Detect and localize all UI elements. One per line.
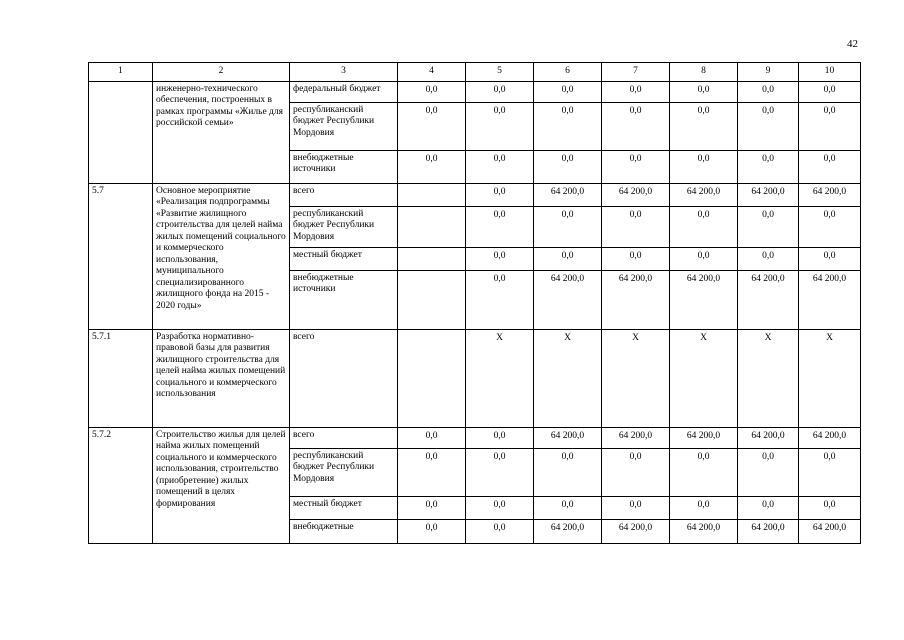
amount-cell [398, 270, 466, 329]
funding-source: республиканский бюджет Республики Мордовия [290, 206, 398, 247]
amount-cell: X [602, 329, 670, 427]
amount-cell: 64 200,0 [738, 519, 799, 543]
amount-cell: 64 200,0 [799, 427, 861, 448]
header-cell: 9 [738, 63, 799, 82]
amount-cell: 0,0 [799, 206, 861, 247]
amount-cell: 0,0 [799, 102, 861, 150]
amount-cell: 64 200,0 [670, 183, 738, 206]
amount-cell: 64 200,0 [738, 270, 799, 329]
amount-cell: 0,0 [534, 206, 602, 247]
amount-cell: 0,0 [799, 496, 861, 519]
amount-cell: 0,0 [398, 150, 466, 183]
amount-cell: 0,0 [602, 247, 670, 270]
item-name: Строительство жилья для целей найма жилых помещений социального и коммерческого использования, строительство (приобретение) жилых помещений в целях формирования [153, 427, 290, 543]
table-row [89, 427, 861, 448]
amount-cell: 0,0 [466, 102, 534, 150]
amount-cell: 0,0 [738, 496, 799, 519]
item-name: Основное мероприятие «Реализация подпрограммы «Развитие жилищного строительства для целей найма жилых помещений социального и коммерческого использования, муниципального специализированного жилищного фонда на 2015 - 2020 годы» [153, 183, 290, 329]
funding-source: внебюджетные [290, 519, 398, 543]
amount-cell: 0,0 [466, 519, 534, 543]
amount-cell [398, 329, 466, 427]
amount-cell: 0,0 [398, 81, 466, 102]
amount-cell: 0,0 [670, 206, 738, 247]
amount-cell: 0,0 [534, 247, 602, 270]
amount-cell: 0,0 [799, 150, 861, 183]
header-cell: 1 [89, 63, 153, 82]
amount-cell: 64 200,0 [534, 270, 602, 329]
amount-cell: 0,0 [398, 519, 466, 543]
amount-cell: 0,0 [466, 81, 534, 102]
amount-cell: 0,0 [534, 496, 602, 519]
amount-cell: 0,0 [534, 81, 602, 102]
table-row [89, 183, 861, 206]
amount-cell: 0,0 [799, 81, 861, 102]
table-row [89, 329, 861, 427]
funding-source: всего [290, 427, 398, 448]
amount-cell [398, 247, 466, 270]
item-code [89, 81, 153, 183]
item-name: Разработка нормативно-правовой базы для развития жилищного строительства для целей найма жилых помещений социального и коммерческого использования [153, 329, 290, 427]
funding-source: республиканский бюджет Республики Мордовия [290, 102, 398, 150]
amount-cell: 0,0 [670, 448, 738, 496]
amount-cell: 0,0 [670, 496, 738, 519]
amount-cell: 0,0 [670, 102, 738, 150]
amount-cell: 0,0 [602, 206, 670, 247]
header-cell: 2 [153, 63, 290, 82]
item-name: инженерно-технического обеспечения, построенных в рамках программы «Жилье для российской семьи» [153, 81, 290, 183]
amount-cell: 64 200,0 [534, 427, 602, 448]
amount-cell: 0,0 [738, 150, 799, 183]
amount-cell: 0,0 [466, 496, 534, 519]
amount-cell: 0,0 [466, 427, 534, 448]
amount-cell: 0,0 [466, 247, 534, 270]
amount-cell [398, 206, 466, 247]
amount-cell: 0,0 [534, 150, 602, 183]
amount-cell: 0,0 [602, 150, 670, 183]
header-cell: 4 [398, 63, 466, 82]
header-cell: 10 [799, 63, 861, 82]
amount-cell: 0,0 [670, 247, 738, 270]
header-cell: 7 [602, 63, 670, 82]
amount-cell: 64 200,0 [738, 427, 799, 448]
amount-cell: 0,0 [534, 102, 602, 150]
amount-cell: 0,0 [466, 206, 534, 247]
amount-cell: 0,0 [466, 270, 534, 329]
amount-cell: 64 200,0 [799, 519, 861, 543]
amount-cell: X [799, 329, 861, 427]
amount-cell: 0,0 [799, 448, 861, 496]
amount-cell: 0,0 [602, 102, 670, 150]
amount-cell: 64 200,0 [738, 183, 799, 206]
amount-cell: 0,0 [738, 206, 799, 247]
amount-cell: 0,0 [466, 150, 534, 183]
amount-cell: 0,0 [738, 448, 799, 496]
amount-cell: 0,0 [670, 81, 738, 102]
header-row [89, 63, 861, 82]
funding-source: всего [290, 329, 398, 427]
amount-cell [398, 183, 466, 206]
page-number: 42 [847, 38, 858, 50]
amount-cell: 0,0 [670, 150, 738, 183]
amount-cell: 64 200,0 [602, 519, 670, 543]
amount-cell: X [670, 329, 738, 427]
amount-cell: 64 200,0 [602, 183, 670, 206]
amount-cell: 0,0 [738, 81, 799, 102]
funding-source: местный бюджет [290, 496, 398, 519]
header-cell: 3 [290, 63, 398, 82]
amount-cell: 0,0 [799, 247, 861, 270]
item-code: 5.7.1 [89, 329, 153, 427]
funding-source: внебюджетные источники [290, 270, 398, 329]
funding-source: местный бюджет [290, 247, 398, 270]
amount-cell: 0,0 [602, 448, 670, 496]
header-cell: 8 [670, 63, 738, 82]
funding-source: внебюджетные источники [290, 150, 398, 183]
amount-cell: 64 200,0 [670, 427, 738, 448]
amount-cell: 0,0 [466, 448, 534, 496]
amount-cell: 64 200,0 [534, 519, 602, 543]
amount-cell: 0,0 [398, 427, 466, 448]
funding-source: федеральный бюджет [290, 81, 398, 102]
amount-cell: 64 200,0 [670, 270, 738, 329]
funding-source: республиканский бюджет Республики Мордовия [290, 448, 398, 496]
header-cell: 5 [466, 63, 534, 82]
item-code: 5.7.2 [89, 427, 153, 543]
amount-cell: X [534, 329, 602, 427]
amount-cell: 64 200,0 [534, 183, 602, 206]
amount-cell: 64 200,0 [602, 270, 670, 329]
item-code: 5.7 [89, 183, 153, 329]
amount-cell: 0,0 [602, 496, 670, 519]
amount-cell: X [466, 329, 534, 427]
amount-cell: 0,0 [398, 448, 466, 496]
funding-source: всего [290, 183, 398, 206]
amount-cell: 0,0 [398, 102, 466, 150]
amount-cell: 0,0 [398, 496, 466, 519]
budget-table [88, 62, 861, 544]
header-cell: 6 [534, 63, 602, 82]
amount-cell: 64 200,0 [799, 270, 861, 329]
amount-cell: 0,0 [466, 183, 534, 206]
amount-cell: 0,0 [738, 102, 799, 150]
amount-cell: X [738, 329, 799, 427]
amount-cell: 0,0 [602, 81, 670, 102]
amount-cell: 64 200,0 [670, 519, 738, 543]
amount-cell: 64 200,0 [602, 427, 670, 448]
amount-cell: 0,0 [534, 448, 602, 496]
table-row [89, 81, 861, 102]
amount-cell: 64 200,0 [799, 183, 861, 206]
amount-cell: 0,0 [738, 247, 799, 270]
